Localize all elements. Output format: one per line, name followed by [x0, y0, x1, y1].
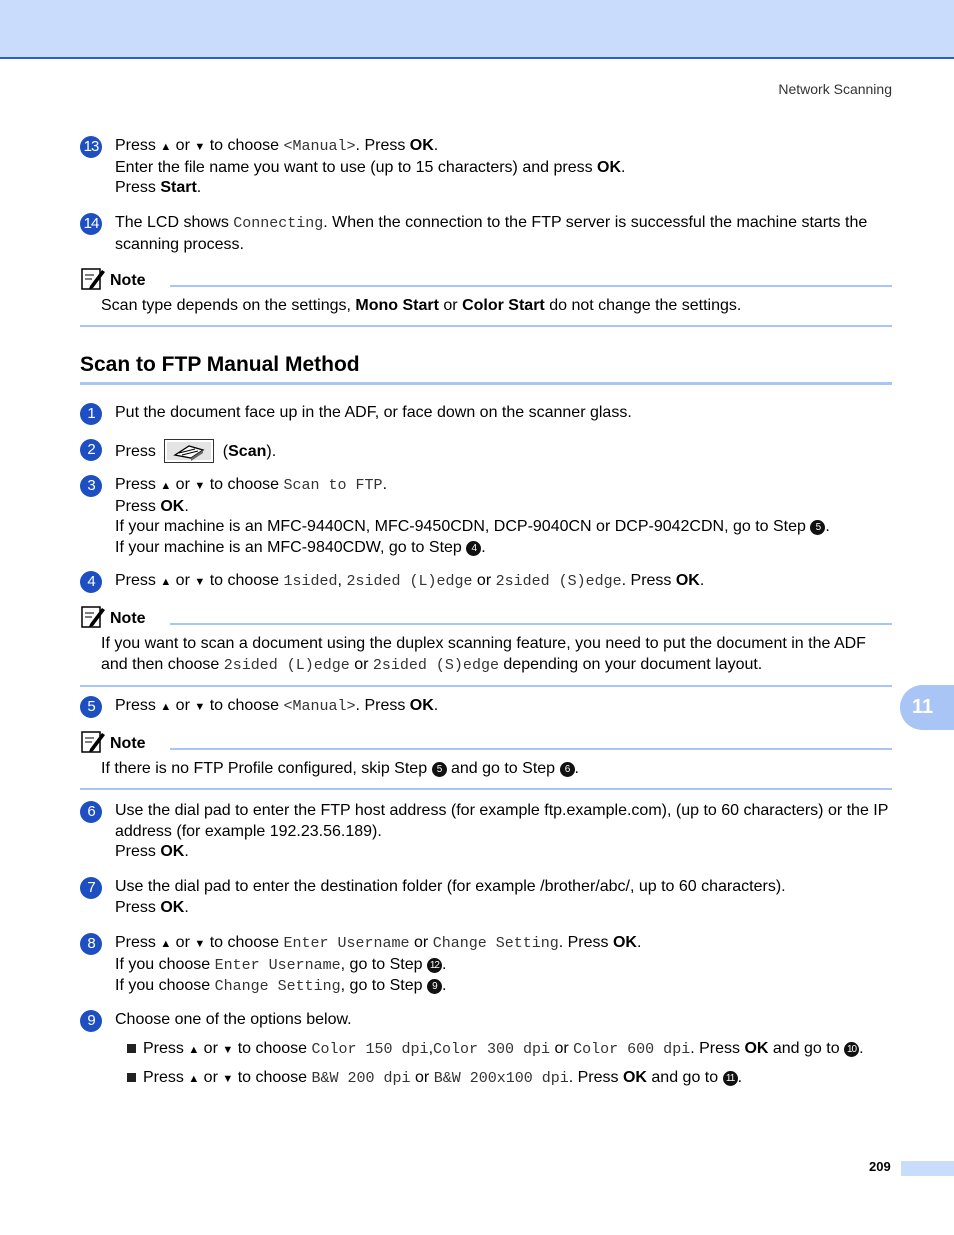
step-14: 14 The LCD shows Connecting. When the connection to the FTP server is successful the machine starts the scanning process.: [80, 213, 892, 255]
note-text: If you want to scan a document using the duplex scanning feature, you need to put the document in the ADF and then choose 2sided (L)edge or 2sided (S)edge depending on your document layout.: [101, 635, 866, 674]
step-5: 5 Press ▲ or ▼ to choose <Manual>. Press OK.: [80, 696, 892, 718]
step-number-badge: 9: [80, 1010, 102, 1032]
down-arrow-icon: ▼: [194, 701, 206, 713]
step-number-badge: 3: [80, 475, 102, 497]
bullet-square-icon: [127, 1073, 136, 1082]
step-number-badge: 1: [80, 403, 102, 425]
option-item: Press ▲ or ▼ to choose Color 150 dpi,Color 300 dpi or Color 600 dpi. Press OK and go to 10 .: [121, 1039, 892, 1061]
chapter-tab: 11: [900, 685, 954, 730]
step-number-badge: 14: [80, 213, 102, 235]
note-text: If there is no FTP Profile configured, skip Step 5 and go to Step 6 .: [101, 760, 579, 777]
up-arrow-icon: ▲: [160, 938, 172, 950]
step-ref-badge: 12: [427, 958, 442, 973]
step-ref-badge: 11: [723, 1071, 738, 1086]
step-4: 4 Press ▲ or ▼ to choose 1sided, 2sided (L)edge or 2sided (S)edge. Press OK.: [80, 571, 892, 593]
step-2: 2 Press (Scan).: [80, 439, 892, 463]
note-box: [80, 732, 892, 790]
note-pencil-icon: [80, 266, 106, 292]
note-box: [80, 269, 892, 327]
down-arrow-icon: ▼: [222, 1043, 234, 1056]
step-number-badge: 4: [80, 571, 102, 593]
up-arrow-icon: ▲: [188, 1043, 200, 1056]
step-number-badge: 8: [80, 933, 102, 955]
step-13: 13 Press ▲ or ▼ to choose <Manual>. Press OK. Enter the file name you want to use (up to 15 characters) and press OK. Press Start.: [80, 136, 892, 199]
scan-key-icon: [164, 439, 214, 463]
step-number-badge: 2: [80, 439, 102, 461]
up-arrow-icon: ▲: [160, 576, 172, 588]
down-arrow-icon: ▼: [222, 1073, 234, 1085]
step-number-badge: 5: [80, 696, 102, 718]
step-ref-badge: 4: [466, 541, 481, 556]
down-arrow-icon: ▼: [194, 480, 206, 492]
up-arrow-icon: ▲: [160, 141, 172, 153]
note-title: Note: [110, 272, 146, 289]
up-arrow-icon: ▲: [160, 480, 172, 492]
step-number-badge: 7: [80, 877, 102, 899]
step-ref-badge: 9: [427, 979, 442, 994]
step-ref-badge: 6: [560, 762, 575, 777]
option-item: Press ▲ or ▼ to choose B&W 200 dpi or B&W 200x100 dpi. Press OK and go to 11 .: [121, 1068, 892, 1090]
down-arrow-icon: ▼: [194, 576, 206, 588]
step-ref-badge: 10: [844, 1042, 859, 1057]
step-number-badge: 6: [80, 801, 102, 823]
note-pencil-icon: [80, 729, 106, 755]
step-6: 6 Use the dial pad to enter the FTP host address (for example ftp.example.com), (up to 60 characters) or the IP address (for example 192.23.56.189). Press OK.: [80, 801, 892, 863]
step-ref-badge: 5: [810, 520, 825, 535]
section-label: Network Scanning: [778, 81, 892, 97]
note-pencil-icon: [80, 604, 106, 630]
up-arrow-icon: ▲: [188, 1073, 200, 1085]
up-arrow-icon: ▲: [160, 701, 172, 713]
step-3: 3 Press ▲ or ▼ to choose Scan to FTP. Press OK. If your machine is an MFC-9440CN, MFC-9450CDN, DCP-9040CN or DCP-9042CDN, go to Step 5 . If your machine is an MFC-9840CDW, go to Step 4 .: [80, 475, 892, 558]
section-heading: Scan to FTP Manual Method: [80, 353, 892, 385]
note-box: [80, 607, 892, 687]
step-number-badge: 13: [80, 136, 102, 158]
bullet-square-icon: [127, 1044, 136, 1053]
footer-bar: [901, 1161, 954, 1176]
note-title: Note: [110, 610, 146, 627]
step-1: 1 Put the document face up in the ADF, or face down on the scanner glass.: [80, 403, 892, 424]
step-ref-badge: 5: [432, 762, 447, 777]
step-7: 7 Use the dial pad to enter the destination folder (for example /brother/abc/, up to 60 characters). Press OK.: [80, 877, 892, 918]
step-9: 9 Choose one of the options below. Press ▲ or ▼ to choose Color 150 dpi,Color 300 dpi or Color 600 dpi. Press OK and go to 10 . Press ▲ or ▼ to choose B&W 200 dpi or B&W 200x100 dpi. Press OK and go to 11 .: [80, 1010, 892, 1090]
note-text: Scan type depends on the settings, Mono Start or Color Start do not change the settings.: [101, 297, 742, 314]
page-number: 209: [869, 1159, 891, 1174]
step-8: 8 Press ▲ or ▼ to choose Enter Username or Change Setting. Press OK. If you choose Enter Username, go to Step 12 . If you choose Change Setting, go to Step 9 .: [80, 933, 892, 998]
header-band: [0, 0, 954, 59]
down-arrow-icon: ▼: [194, 938, 206, 950]
down-arrow-icon: ▼: [194, 141, 206, 153]
note-title: Note: [110, 735, 146, 752]
